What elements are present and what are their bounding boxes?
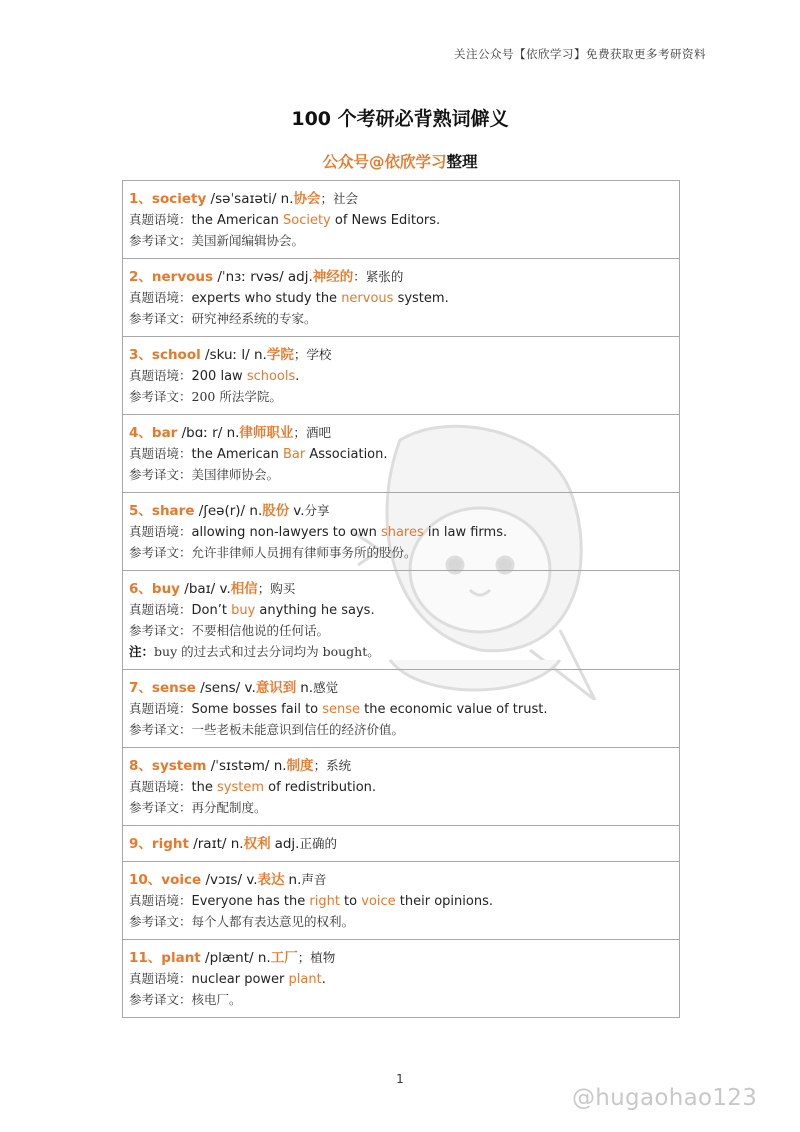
entry-word: school: [151, 347, 201, 363]
entry-translation-line: [129, 621, 679, 642]
context-label: 真题语境：: [129, 524, 192, 539]
entry-headword-line: [129, 869, 679, 891]
entry-pos-secondary: v.: [293, 503, 305, 519]
entry-pos: v.: [246, 872, 258, 888]
entry-phonetic: /ʃeə(r)/: [194, 503, 250, 519]
translation-label: 参考译文：: [129, 623, 192, 638]
entry-phonetic: /səˈsaɪəti/: [206, 191, 281, 207]
vocab-entry: [123, 748, 679, 826]
entry-context-line: [129, 288, 679, 309]
entry-number: 1、: [129, 191, 152, 207]
context-text: the economic value of trust.: [360, 702, 548, 717]
entry-separator: ；: [257, 581, 271, 596]
entry-pos: n.: [273, 758, 287, 774]
vocab-entry: [123, 493, 679, 571]
entry-number: 10、: [129, 872, 162, 888]
entry-pos-secondary: n.: [300, 680, 314, 696]
context-text: to: [339, 894, 362, 909]
context-text: Everyone has the: [191, 894, 310, 909]
entry-translation-line: [129, 231, 679, 252]
entry-translation-line: [129, 990, 679, 1011]
context-label: 真题语境：: [129, 893, 192, 908]
subtitle-account: 公众号@依欣学习: [322, 153, 447, 171]
document-title: 100 个考研必背熟词僻义: [291, 108, 509, 130]
entry-translation-line: [129, 465, 679, 486]
context-label: 真题语境：: [129, 368, 192, 383]
translation-label: 参考译文：: [129, 992, 192, 1007]
context-highlight-word: right: [309, 894, 340, 909]
context-text: allowing non-lawyers to own: [191, 525, 381, 540]
entry-rare-meaning: 意识到: [255, 680, 297, 696]
translation-text: 研究神经系统的专家。: [191, 311, 317, 326]
translation-text: 不要相信他说的任何话。: [191, 623, 330, 638]
entry-translation-line: [129, 798, 679, 819]
context-highlight-word: schools: [246, 369, 296, 384]
site-watermark: @hugaohao123: [572, 1085, 758, 1111]
entry-rare-meaning: 工厂: [270, 950, 298, 966]
entry-phonetic: /bɑː r/: [177, 425, 227, 441]
context-text: their opinions.: [395, 894, 493, 909]
entry-number: 2、: [129, 269, 152, 285]
entry-phonetic: /ˈsɪstəm/: [206, 758, 274, 774]
translation-text: 允许非律师人员拥有律师事务所的股份。: [191, 545, 417, 560]
entry-phonetic: /plænt/: [200, 950, 258, 966]
entry-common-meaning: 植物: [310, 950, 336, 965]
entry-word: bar: [151, 425, 178, 441]
entry-context-line: [129, 210, 679, 231]
vocab-entry: [123, 670, 679, 748]
translation-text: 美国律师协会。: [191, 467, 280, 482]
context-text: 200 law: [191, 369, 247, 384]
entry-word: sense: [151, 680, 196, 696]
entry-common-meaning: 系统: [326, 758, 352, 773]
entry-separator: ；: [320, 191, 334, 206]
entry-translation-line: [129, 543, 679, 564]
note-label: 注：: [129, 644, 155, 659]
entry-common-meaning: 社会: [333, 191, 359, 206]
entry-translation-line: [129, 912, 679, 933]
entry-pos: n.: [257, 950, 271, 966]
context-text: in law firms.: [423, 525, 508, 540]
entry-headword-line: [129, 677, 679, 699]
document-subtitle: [0, 150, 800, 172]
context-label: 真题语境：: [129, 212, 192, 227]
context-text: the American: [191, 447, 283, 462]
entry-separator: ；: [293, 347, 307, 362]
context-text: .: [295, 369, 300, 384]
entry-rare-meaning: 股份: [262, 503, 290, 519]
translation-label: 参考译文：: [129, 311, 192, 326]
entry-number: 4、: [129, 425, 152, 441]
translation-text: 美国新闻编辑协会。: [191, 233, 305, 248]
entry-word: system: [151, 758, 207, 774]
context-label: 真题语境：: [129, 602, 192, 617]
context-highlight-word: nervous: [341, 291, 394, 306]
translation-text: 每个人都有表达意见的权利。: [191, 914, 355, 929]
context-text: .: [321, 972, 326, 987]
context-text: the: [191, 780, 217, 795]
entry-headword-line: [129, 344, 679, 366]
note-text: buy 的过去式和过去分词均为 bought。: [154, 644, 380, 659]
entry-pos: v.: [244, 680, 256, 696]
entry-headword-line: [129, 266, 679, 288]
context-highlight-word: shares: [380, 525, 424, 540]
page-number: 1: [396, 1072, 404, 1086]
entry-headword-line: [129, 755, 679, 777]
entry-word: share: [151, 503, 195, 519]
entry-context-line: [129, 969, 679, 990]
context-highlight-word: sense: [322, 702, 361, 717]
entry-rare-meaning: 律师职业: [239, 425, 294, 441]
context-label: 真题语境：: [129, 779, 192, 794]
entry-context-line: [129, 699, 679, 720]
entry-common-meaning: 正确的: [299, 836, 337, 851]
context-text: Association.: [305, 447, 388, 462]
entry-separator: ；: [313, 758, 327, 773]
entry-number: 6、: [129, 581, 152, 597]
subtitle-suffix: 整理: [446, 153, 478, 171]
translation-label: 参考译文：: [129, 722, 192, 737]
translation-label: 参考译文：: [129, 389, 192, 404]
context-highlight-word: Bar: [282, 447, 306, 462]
vocab-table: [122, 180, 680, 1018]
entry-context-line: [129, 522, 679, 543]
entry-phonetic: /ˈnɜː rvəs/: [213, 269, 288, 285]
context-text: experts who study the: [191, 291, 342, 306]
entry-headword-line: [129, 422, 679, 444]
entry-note-line: [129, 642, 679, 663]
entry-headword-line: [129, 500, 679, 522]
translation-text: 核电厂。: [191, 992, 242, 1007]
entry-word: plant: [161, 950, 201, 966]
entry-number: 8、: [129, 758, 152, 774]
entry-common-meaning: 声音: [301, 872, 327, 887]
context-highlight-word: system: [216, 780, 264, 795]
entry-number: 5、: [129, 503, 152, 519]
vocab-entry: [123, 940, 679, 1018]
context-label: 真题语境：: [129, 971, 192, 986]
entry-headword-line: [129, 947, 679, 969]
context-highlight-word: voice: [361, 894, 396, 909]
entry-rare-meaning: 制度: [286, 758, 314, 774]
entry-context-line: [129, 366, 679, 387]
translation-label: 参考译文：: [129, 467, 192, 482]
header-note: 关注公众号【依欣学习】免费获取更多考研资料: [454, 47, 706, 61]
context-text: anything he says.: [255, 603, 375, 618]
translation-label: 参考译文：: [129, 800, 192, 815]
entry-common-meaning: 分享: [304, 503, 330, 518]
entry-rare-meaning: 权利: [243, 836, 271, 852]
entry-translation-line: [129, 720, 679, 741]
entry-rare-meaning: 神经的: [312, 269, 354, 285]
entry-pos: n.: [254, 347, 267, 363]
context-text: the American: [191, 213, 283, 228]
context-text: of redistribution.: [263, 780, 377, 795]
entry-context-line: [129, 777, 679, 798]
context-label: 真题语境：: [129, 701, 192, 716]
entry-number: 7、: [129, 680, 152, 696]
entry-number: 9、: [129, 836, 152, 852]
entry-number: 11、: [129, 950, 162, 966]
entry-number: 3、: [129, 347, 152, 363]
context-label: 真题语境：: [129, 290, 192, 305]
entry-translation-line: [129, 309, 679, 330]
entry-word: buy: [151, 581, 180, 597]
entry-phonetic: /baɪ/: [179, 581, 220, 597]
entry-phonetic: /skuː l/: [200, 347, 254, 363]
entry-context-line: [129, 444, 679, 465]
context-text: nuclear power: [191, 972, 289, 987]
entry-separator: ：: [353, 269, 366, 284]
translation-text: 一些老板未能意识到信任的经济价值。: [191, 722, 405, 737]
translation-text: 再分配制度。: [191, 800, 267, 815]
translation-label: 参考译文：: [129, 233, 192, 248]
context-highlight-word: buy: [231, 603, 256, 618]
entry-rare-meaning: 表达: [257, 872, 285, 888]
entry-separator: ；: [293, 425, 306, 440]
entry-headword-line: [129, 578, 679, 600]
entry-rare-meaning: 相信: [230, 581, 258, 597]
vocab-entry: [123, 337, 679, 415]
vocab-entry: [123, 259, 679, 337]
entry-rare-meaning: 协会: [293, 191, 321, 207]
entry-pos-secondary: n.: [288, 872, 302, 888]
vocab-entry: [123, 571, 679, 670]
entry-common-meaning: 感觉: [313, 680, 339, 695]
entry-phonetic: /vɔɪs/: [201, 872, 247, 888]
entry-separator: ；: [297, 950, 311, 965]
entry-headword-line: [129, 188, 679, 210]
context-label: 真题语境：: [129, 446, 192, 461]
entry-pos: n.: [226, 425, 240, 441]
entry-common-meaning: 紧张的: [365, 269, 404, 284]
entry-translation-line: [129, 387, 679, 408]
entry-word: society: [151, 191, 207, 207]
context-text: system.: [393, 291, 449, 306]
entry-rare-meaning: 学院: [266, 347, 294, 363]
entry-pos: n.: [230, 836, 244, 852]
entry-pos-secondary: adj.: [274, 836, 300, 852]
entry-word: right: [151, 836, 189, 852]
entry-pos: n.: [249, 503, 263, 519]
entry-context-line: [129, 891, 679, 912]
translation-label: 参考译文：: [129, 914, 192, 929]
context-text: Some bosses fail to: [191, 702, 323, 717]
translation-label: 参考译文：: [129, 545, 192, 560]
entry-pos: n.: [280, 191, 294, 207]
context-text: Don’t: [191, 603, 232, 618]
entry-context-line: [129, 600, 679, 621]
translation-text: 200 所法学院。: [191, 389, 282, 404]
entry-word: nervous: [151, 269, 214, 285]
vocab-entry: [123, 415, 679, 493]
vocab-entry: [123, 826, 679, 862]
entry-pos: v.: [219, 581, 231, 597]
entry-common-meaning: 购买: [270, 581, 296, 596]
context-highlight-word: Society: [282, 213, 331, 228]
entry-common-meaning: 学校: [306, 347, 332, 362]
entry-headword-line: [129, 833, 679, 855]
entry-phonetic: /sens/: [195, 680, 245, 696]
entry-pos: adj.: [287, 269, 313, 285]
context-highlight-word: plant: [288, 972, 322, 987]
entry-phonetic: /raɪt/: [188, 836, 231, 852]
context-text: of News Editors.: [330, 213, 441, 228]
entry-word: voice: [161, 872, 202, 888]
vocab-entry: [123, 181, 679, 259]
vocab-entry: [123, 862, 679, 940]
entry-common-meaning: 酒吧: [305, 425, 331, 440]
